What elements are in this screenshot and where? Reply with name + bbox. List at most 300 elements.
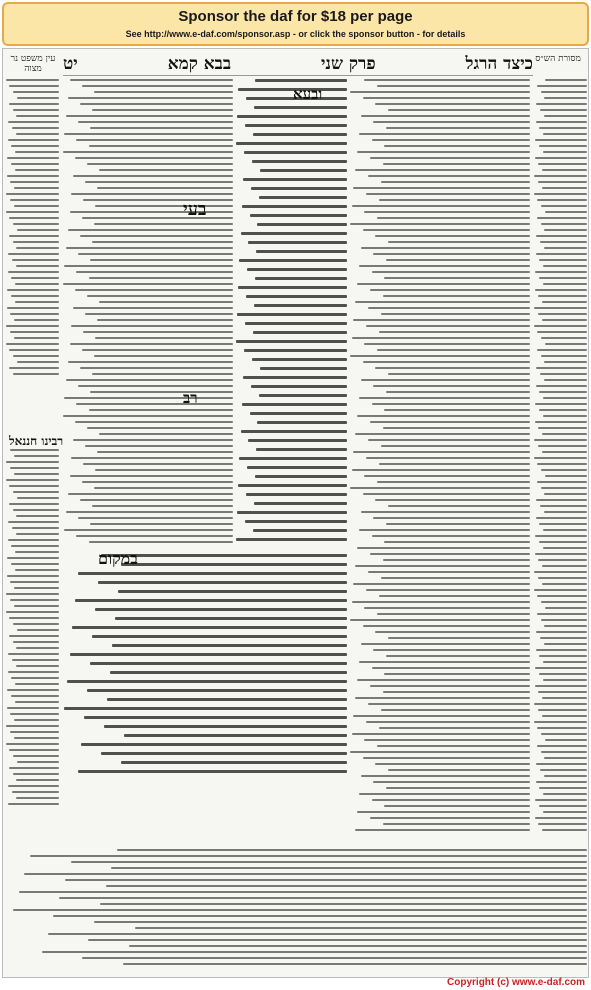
text-line bbox=[540, 637, 587, 639]
text-line bbox=[534, 307, 587, 309]
text-line bbox=[377, 613, 530, 615]
text-line bbox=[388, 373, 530, 375]
text-line bbox=[90, 259, 233, 261]
text-line bbox=[111, 867, 587, 869]
text-line bbox=[534, 571, 587, 573]
text-line bbox=[372, 535, 530, 537]
text-line bbox=[97, 319, 233, 321]
heading-word-4: במקום bbox=[98, 549, 138, 568]
text-line bbox=[542, 169, 587, 171]
text-line bbox=[363, 97, 530, 99]
text-line bbox=[370, 685, 530, 687]
text-line bbox=[237, 313, 347, 316]
text-line bbox=[244, 151, 347, 154]
talmud-page-image bbox=[2, 48, 589, 978]
rashi-commentary bbox=[348, 79, 530, 839]
text-line bbox=[42, 951, 587, 953]
text-line bbox=[237, 511, 347, 514]
text-line bbox=[66, 247, 233, 249]
text-line bbox=[115, 617, 347, 620]
text-line bbox=[64, 133, 233, 135]
text-line bbox=[543, 133, 587, 135]
text-line bbox=[241, 430, 347, 433]
text-line bbox=[373, 121, 530, 123]
text-line bbox=[543, 793, 587, 795]
text-line bbox=[14, 737, 59, 739]
text-line bbox=[375, 103, 530, 105]
text-line bbox=[68, 229, 233, 231]
rabbeinu-chananel-column bbox=[5, 449, 59, 809]
text-line bbox=[545, 607, 587, 609]
text-line bbox=[357, 547, 530, 549]
text-line bbox=[541, 91, 587, 93]
perek-number: פרק שני bbox=[320, 53, 376, 74]
text-line bbox=[11, 277, 59, 279]
text-line bbox=[64, 265, 233, 267]
text-line bbox=[68, 493, 233, 495]
text-line bbox=[536, 631, 587, 633]
text-line bbox=[6, 479, 59, 481]
text-line bbox=[372, 667, 530, 669]
text-line bbox=[30, 855, 587, 857]
text-line bbox=[545, 739, 587, 741]
text-line bbox=[16, 133, 59, 135]
text-line bbox=[76, 139, 233, 141]
text-line bbox=[375, 499, 530, 501]
chapter-name: כיצד הרגל bbox=[465, 53, 533, 74]
text-line bbox=[14, 473, 59, 475]
text-line bbox=[82, 217, 233, 219]
sponsor-subtitle[interactable]: See http://www.e-daf.com/sponsor.asp - or click the sponsor button - for details bbox=[125, 29, 466, 39]
text-line bbox=[535, 157, 587, 159]
text-line bbox=[13, 241, 59, 243]
text-line bbox=[10, 313, 59, 315]
text-line bbox=[247, 268, 347, 271]
text-line bbox=[537, 613, 587, 615]
text-line bbox=[238, 286, 347, 289]
text-line bbox=[384, 277, 530, 279]
text-line bbox=[537, 331, 587, 333]
text-line bbox=[350, 487, 530, 489]
text-line bbox=[8, 121, 59, 123]
text-line bbox=[90, 662, 347, 665]
text-line bbox=[544, 361, 587, 363]
text-line bbox=[535, 421, 587, 423]
text-line bbox=[80, 499, 233, 501]
text-line bbox=[17, 229, 59, 231]
text-line bbox=[112, 644, 347, 647]
text-line bbox=[10, 581, 59, 583]
text-line bbox=[363, 493, 530, 495]
text-line bbox=[254, 106, 347, 109]
text-line bbox=[545, 211, 587, 213]
text-line bbox=[17, 361, 59, 363]
text-line bbox=[238, 484, 347, 487]
text-line bbox=[16, 515, 59, 517]
text-line bbox=[73, 439, 233, 441]
text-line bbox=[13, 491, 59, 493]
text-line bbox=[352, 601, 530, 603]
text-line bbox=[80, 367, 233, 369]
text-line bbox=[95, 205, 233, 207]
text-line bbox=[13, 223, 59, 225]
text-line bbox=[7, 707, 59, 709]
text-line bbox=[542, 187, 587, 189]
text-line bbox=[48, 933, 587, 935]
text-line bbox=[543, 283, 587, 285]
text-line bbox=[363, 757, 530, 759]
text-line bbox=[545, 475, 587, 477]
text-line bbox=[375, 763, 530, 765]
text-line bbox=[10, 713, 59, 715]
text-line bbox=[542, 583, 587, 585]
text-line bbox=[15, 151, 59, 153]
text-line bbox=[544, 115, 587, 117]
text-line bbox=[542, 565, 587, 567]
text-line bbox=[368, 307, 530, 309]
text-line bbox=[536, 499, 587, 501]
text-line bbox=[383, 427, 530, 429]
text-line bbox=[361, 511, 530, 513]
text-line bbox=[544, 511, 587, 513]
text-line bbox=[539, 523, 587, 525]
text-line bbox=[99, 169, 233, 171]
text-line bbox=[373, 649, 530, 651]
text-line bbox=[66, 379, 233, 381]
text-line bbox=[353, 187, 530, 189]
text-line bbox=[539, 673, 587, 675]
text-line bbox=[379, 199, 530, 201]
text-line bbox=[87, 689, 347, 692]
text-line bbox=[99, 301, 233, 303]
text-line bbox=[377, 745, 530, 747]
text-line bbox=[95, 469, 233, 471]
text-line bbox=[535, 553, 587, 555]
text-line bbox=[14, 605, 59, 607]
text-line bbox=[544, 229, 587, 231]
text-line bbox=[379, 331, 530, 333]
bottom-glosses bbox=[7, 849, 587, 969]
text-line bbox=[377, 85, 530, 87]
text-line bbox=[53, 915, 587, 917]
text-line bbox=[372, 271, 530, 273]
text-line bbox=[70, 211, 233, 213]
text-line bbox=[16, 779, 59, 781]
text-line bbox=[534, 457, 587, 459]
text-line bbox=[72, 626, 347, 629]
text-line bbox=[6, 611, 59, 613]
text-line bbox=[135, 927, 587, 929]
text-line bbox=[78, 385, 233, 387]
text-line bbox=[11, 145, 59, 147]
text-line bbox=[73, 175, 233, 177]
text-line bbox=[537, 217, 587, 219]
text-line bbox=[256, 448, 347, 451]
text-line bbox=[539, 805, 587, 807]
text-line bbox=[100, 903, 587, 905]
text-line bbox=[534, 439, 587, 441]
text-line bbox=[123, 963, 587, 965]
text-line bbox=[89, 277, 233, 279]
text-line bbox=[536, 235, 587, 237]
gemara-text bbox=[235, 79, 347, 549]
text-line bbox=[352, 337, 530, 339]
text-line bbox=[16, 265, 59, 267]
text-line bbox=[542, 433, 587, 435]
text-line bbox=[10, 599, 59, 601]
text-line bbox=[384, 673, 530, 675]
text-line bbox=[544, 757, 587, 759]
text-line bbox=[85, 313, 233, 315]
text-line bbox=[541, 619, 587, 621]
text-line bbox=[375, 235, 530, 237]
text-line bbox=[541, 751, 587, 753]
text-line bbox=[543, 529, 587, 531]
text-line bbox=[7, 175, 59, 177]
text-line bbox=[13, 623, 59, 625]
text-line bbox=[16, 665, 59, 667]
text-line bbox=[80, 235, 233, 237]
text-line bbox=[250, 412, 347, 415]
text-line bbox=[370, 817, 530, 819]
text-line bbox=[12, 127, 59, 129]
text-line bbox=[364, 79, 530, 81]
text-line bbox=[352, 205, 530, 207]
sponsor-banner[interactable] bbox=[2, 2, 589, 46]
text-line bbox=[90, 391, 233, 393]
text-line bbox=[536, 385, 587, 387]
text-line bbox=[13, 909, 587, 911]
text-line bbox=[89, 145, 233, 147]
text-line bbox=[544, 379, 587, 381]
text-line bbox=[537, 481, 587, 483]
text-line bbox=[8, 139, 59, 141]
text-line bbox=[377, 349, 530, 351]
text-line bbox=[75, 289, 233, 291]
text-line bbox=[544, 97, 587, 99]
text-line bbox=[386, 259, 530, 261]
text-line bbox=[75, 157, 233, 159]
text-line bbox=[236, 538, 347, 541]
text-line bbox=[70, 475, 233, 477]
text-line bbox=[384, 145, 530, 147]
text-line bbox=[388, 769, 530, 771]
text-line bbox=[98, 581, 347, 584]
text-line bbox=[260, 169, 347, 172]
text-line bbox=[6, 79, 59, 81]
text-line bbox=[78, 572, 347, 575]
text-line bbox=[245, 322, 347, 325]
text-line bbox=[236, 142, 347, 145]
text-line bbox=[350, 619, 530, 621]
text-line bbox=[377, 481, 530, 483]
text-line bbox=[15, 569, 59, 571]
rabbeinu-title: רבינו חננאל bbox=[9, 434, 64, 448]
text-line bbox=[536, 649, 587, 651]
text-line bbox=[13, 91, 59, 93]
text-line bbox=[16, 797, 59, 799]
text-line bbox=[7, 575, 59, 577]
text-line bbox=[538, 709, 587, 711]
text-line bbox=[536, 517, 587, 519]
text-line bbox=[539, 259, 587, 261]
text-line bbox=[71, 861, 587, 863]
text-line bbox=[538, 445, 587, 447]
text-line bbox=[544, 493, 587, 495]
text-line bbox=[11, 695, 59, 697]
text-line bbox=[537, 463, 587, 465]
sponsor-title[interactable]: Sponsor the daf for $18 per page bbox=[178, 8, 413, 25]
text-line bbox=[540, 373, 587, 375]
text-line bbox=[259, 394, 347, 397]
text-line bbox=[535, 139, 587, 141]
text-line bbox=[361, 115, 530, 117]
text-line bbox=[543, 415, 587, 417]
text-line bbox=[63, 283, 233, 285]
text-line bbox=[357, 679, 530, 681]
text-line bbox=[366, 721, 530, 723]
text-line bbox=[89, 541, 233, 543]
text-line bbox=[95, 337, 233, 339]
daf-number: יט bbox=[63, 53, 78, 74]
text-line bbox=[82, 481, 233, 483]
text-line bbox=[383, 691, 530, 693]
text-line bbox=[242, 403, 347, 406]
text-line bbox=[384, 409, 530, 411]
text-line bbox=[536, 253, 587, 255]
text-line bbox=[353, 319, 530, 321]
text-line bbox=[8, 271, 59, 273]
text-line bbox=[78, 517, 233, 519]
text-line bbox=[254, 502, 347, 505]
text-line bbox=[241, 232, 347, 235]
text-line bbox=[544, 775, 587, 777]
text-line bbox=[355, 301, 530, 303]
text-line bbox=[368, 571, 530, 573]
text-line bbox=[253, 331, 347, 334]
text-line bbox=[247, 466, 347, 469]
text-line bbox=[538, 577, 587, 579]
text-line bbox=[94, 91, 233, 93]
text-line bbox=[75, 421, 233, 423]
text-line bbox=[361, 247, 530, 249]
text-line bbox=[24, 873, 587, 875]
text-line bbox=[535, 403, 587, 405]
text-line bbox=[11, 563, 59, 565]
text-line bbox=[14, 337, 59, 339]
text-line bbox=[388, 505, 530, 507]
text-line bbox=[64, 707, 347, 710]
text-line bbox=[95, 608, 347, 611]
text-line bbox=[245, 520, 347, 523]
text-line bbox=[373, 517, 530, 519]
text-line bbox=[535, 667, 587, 669]
text-line bbox=[359, 793, 530, 795]
text-line bbox=[66, 511, 233, 513]
text-line bbox=[536, 121, 587, 123]
text-line bbox=[353, 583, 530, 585]
text-line bbox=[6, 193, 59, 195]
text-line bbox=[534, 703, 587, 705]
text-line bbox=[370, 553, 530, 555]
text-line bbox=[535, 685, 587, 687]
text-line bbox=[540, 769, 587, 771]
text-line bbox=[251, 187, 347, 190]
text-line bbox=[359, 265, 530, 267]
text-line bbox=[6, 593, 59, 595]
text-line bbox=[543, 397, 587, 399]
text-line bbox=[12, 527, 59, 529]
text-line bbox=[75, 599, 347, 602]
copyright-link[interactable]: Copyright (c) www.e-daf.com bbox=[447, 977, 585, 988]
text-line bbox=[536, 367, 587, 369]
text-line bbox=[370, 157, 530, 159]
mesoret-label: מסורת הש״ס bbox=[535, 54, 581, 64]
text-line bbox=[259, 196, 347, 199]
text-line bbox=[359, 661, 530, 663]
text-line bbox=[543, 661, 587, 663]
text-line bbox=[540, 505, 587, 507]
text-line bbox=[70, 343, 233, 345]
text-line bbox=[368, 703, 530, 705]
text-line bbox=[9, 617, 59, 619]
text-line bbox=[82, 85, 233, 87]
text-line bbox=[8, 253, 59, 255]
text-line bbox=[9, 635, 59, 637]
text-line bbox=[251, 385, 347, 388]
text-line bbox=[10, 181, 59, 183]
text-line bbox=[9, 367, 59, 369]
text-line bbox=[370, 421, 530, 423]
gemara-text-lower bbox=[61, 554, 347, 784]
text-line bbox=[252, 358, 347, 361]
text-line bbox=[124, 734, 347, 737]
text-line bbox=[253, 133, 347, 136]
text-line bbox=[11, 295, 59, 297]
text-line bbox=[15, 551, 59, 553]
text-line bbox=[539, 127, 587, 129]
text-line bbox=[9, 217, 59, 219]
text-line bbox=[364, 211, 530, 213]
text-line bbox=[9, 749, 59, 751]
text-line bbox=[110, 671, 347, 674]
text-line bbox=[11, 163, 59, 165]
text-line bbox=[84, 716, 347, 719]
text-line bbox=[245, 124, 347, 127]
text-line bbox=[383, 163, 530, 165]
text-line bbox=[255, 277, 347, 280]
text-line bbox=[239, 457, 347, 460]
text-line bbox=[243, 178, 347, 181]
text-line bbox=[78, 253, 233, 255]
text-line bbox=[8, 803, 59, 805]
text-line bbox=[85, 181, 233, 183]
text-line bbox=[541, 337, 587, 339]
text-line bbox=[542, 319, 587, 321]
text-line bbox=[364, 607, 530, 609]
text-line bbox=[350, 223, 530, 225]
text-line bbox=[357, 811, 530, 813]
text-line bbox=[94, 921, 587, 923]
text-line bbox=[118, 590, 347, 593]
text-line bbox=[534, 193, 587, 195]
text-line bbox=[350, 751, 530, 753]
heading-word-2: בעי bbox=[183, 199, 207, 220]
text-line bbox=[541, 601, 587, 603]
text-line bbox=[254, 304, 347, 307]
text-line bbox=[65, 879, 587, 881]
text-line bbox=[541, 205, 587, 207]
